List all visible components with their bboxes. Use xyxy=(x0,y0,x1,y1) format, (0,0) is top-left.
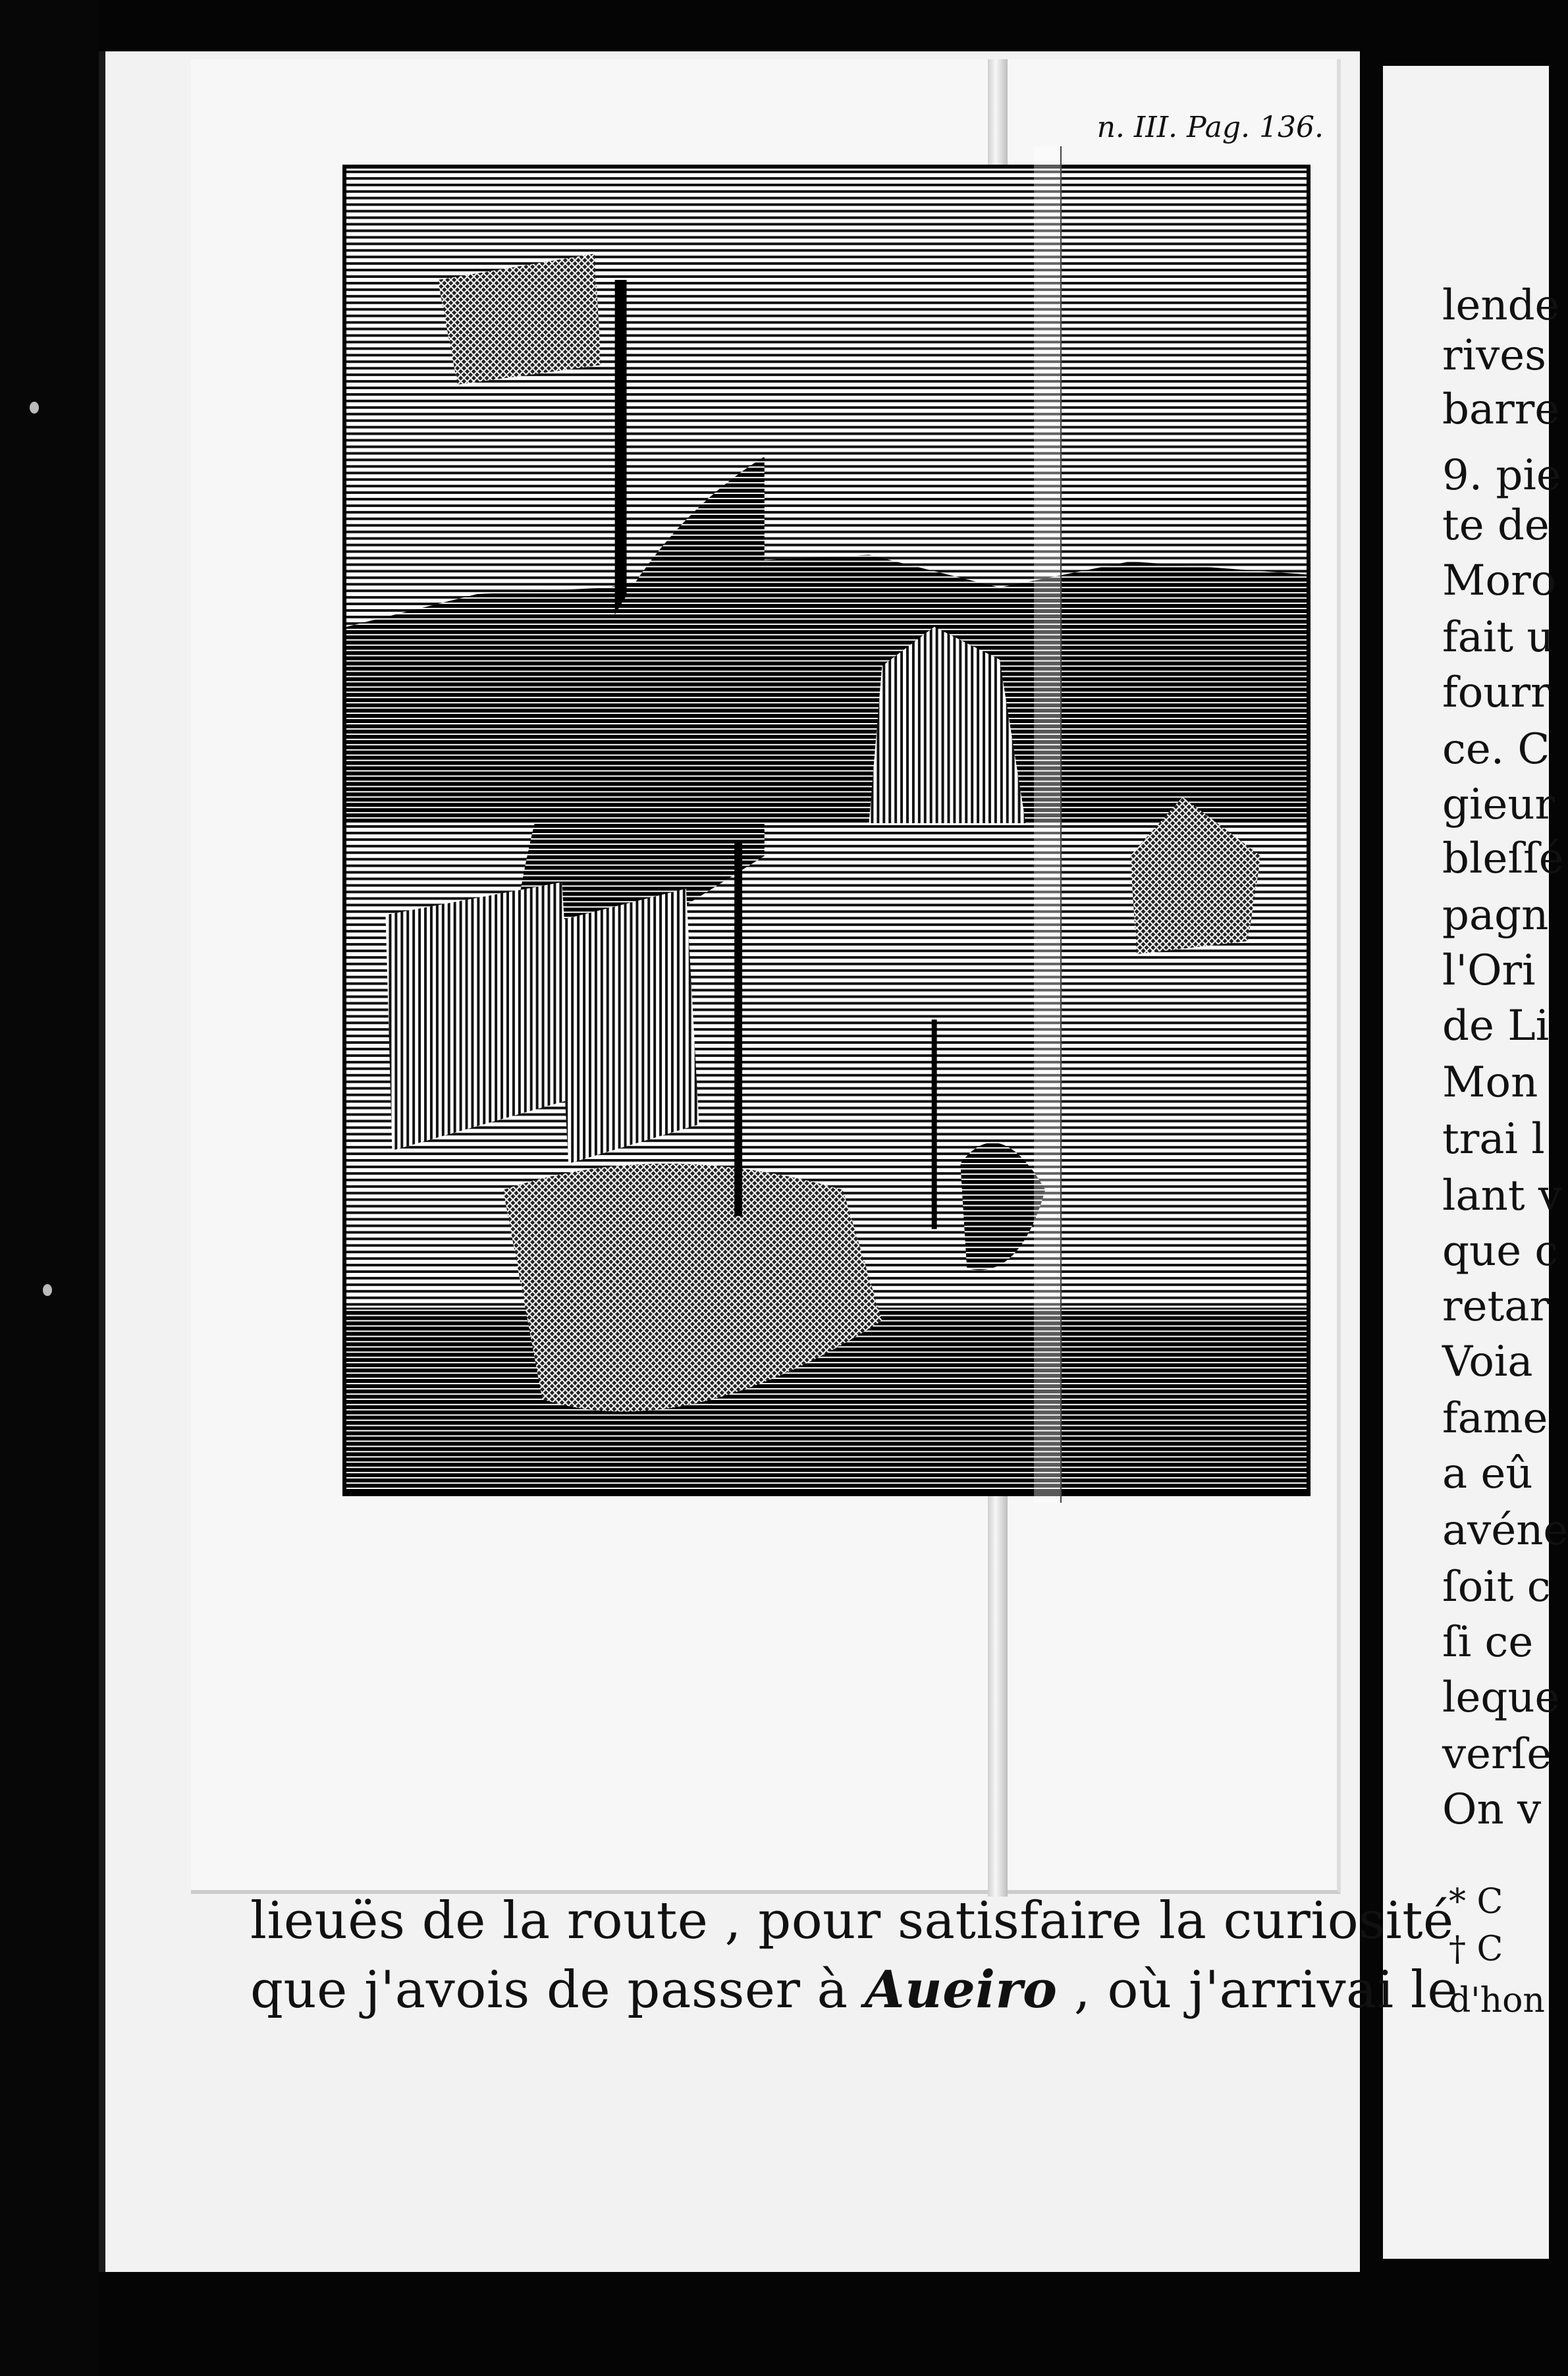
right-line: ce. C xyxy=(1442,725,1550,774)
right-line: rives xyxy=(1442,331,1546,380)
right-line: pagn xyxy=(1442,891,1549,940)
right-line: lant v xyxy=(1442,1172,1563,1220)
right-line: fourr xyxy=(1442,668,1551,717)
right-line: a eû xyxy=(1442,1449,1533,1498)
footnote: † C xyxy=(1449,1930,1503,1969)
fold-overlap xyxy=(1034,146,1062,1503)
body-line-2-start: que j'avois de passer à xyxy=(250,1960,865,2020)
right-line: fame xyxy=(1442,1394,1548,1443)
right-line: que c xyxy=(1442,1227,1559,1276)
hills xyxy=(346,554,1307,823)
engraving-svg xyxy=(346,169,1307,1492)
right-line: lende xyxy=(1442,281,1560,330)
right-line: ſoit c xyxy=(1442,1563,1551,1611)
right-line: Voia xyxy=(1442,1337,1533,1386)
ensign-flag xyxy=(555,888,699,1164)
right-line: bleſſé xyxy=(1442,834,1564,883)
right-line: 9. pie xyxy=(1442,451,1561,500)
right-line: Mon xyxy=(1442,1058,1538,1107)
plate-caption: n. III. Pag. 136. xyxy=(1096,111,1324,144)
book-spine xyxy=(0,0,99,2376)
right-line: barre xyxy=(1442,385,1560,434)
right-line: leque xyxy=(1442,1673,1560,1722)
speck xyxy=(43,1284,52,1296)
right-line: On v xyxy=(1442,1785,1542,1834)
right-line: ſi ce xyxy=(1442,1618,1534,1667)
right-line: retar xyxy=(1442,1282,1550,1331)
footnote: * C xyxy=(1449,1882,1503,1922)
body-line-1: lieuës de la route , pour satisfaire la curiosité xyxy=(250,1891,1454,1951)
footnote: d'hon xyxy=(1449,1981,1545,2020)
right-line: verſe xyxy=(1442,1730,1552,1779)
body-line-2-end: , où j'arrivai le xyxy=(1057,1960,1459,2020)
right-line: Moro xyxy=(1442,556,1557,605)
speck xyxy=(30,402,39,414)
right-line: te de xyxy=(1442,501,1550,550)
body-line-2 xyxy=(250,1960,1458,2020)
right-line: l'Ori xyxy=(1442,946,1536,995)
right-line: gieur xyxy=(1442,780,1555,829)
right-line: fait u xyxy=(1442,613,1554,662)
right-line: trai l xyxy=(1442,1115,1545,1164)
ship-engraving xyxy=(342,165,1311,1496)
place-name: Aueiro xyxy=(864,1960,1058,2020)
right-line: avéne xyxy=(1442,1506,1568,1555)
right-line: de Li xyxy=(1442,1002,1550,1050)
